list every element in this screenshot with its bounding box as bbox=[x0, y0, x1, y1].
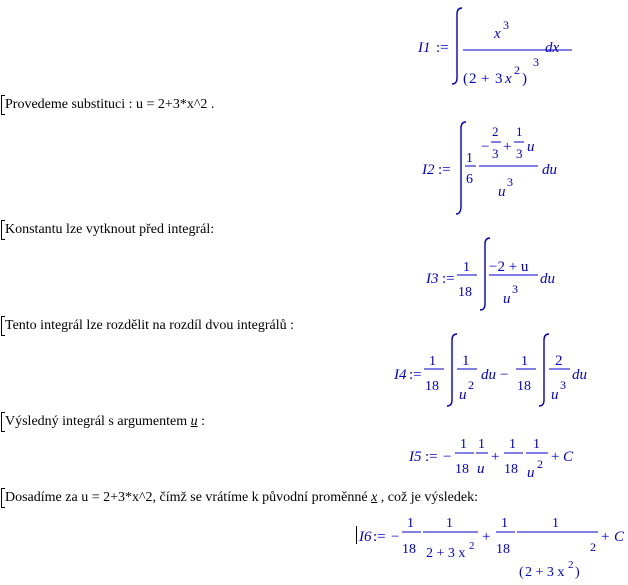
coef-num: 1 bbox=[466, 151, 473, 166]
text-line-split: Tento integrál lze rozdělit na rozdíl dvou integrálů : bbox=[5, 318, 295, 333]
den-inner-exponent-2: 2 bbox=[568, 559, 574, 571]
minus-sign: − bbox=[391, 529, 400, 545]
den-u: u bbox=[477, 461, 485, 477]
variable-x: x bbox=[371, 490, 378, 505]
text-fragment: : bbox=[197, 414, 205, 429]
coef-num: 1 bbox=[521, 354, 528, 369]
assign-symbol: := bbox=[373, 529, 386, 545]
numerator: −2 + u bbox=[489, 259, 529, 275]
text-fragment: Dosadíme za u = 2+3*x^2, čímž se vrátíme k původní proměnné bbox=[5, 490, 372, 505]
integral-sign bbox=[456, 122, 466, 214]
eq-name: I1 bbox=[418, 40, 431, 56]
constant-c: C bbox=[563, 449, 574, 465]
equation-i1 bbox=[417, 8, 572, 87]
den-u: u bbox=[498, 184, 506, 200]
assign-symbol: := bbox=[438, 162, 451, 178]
outer-exponent-3: 3 bbox=[533, 55, 539, 69]
var-u: u bbox=[527, 139, 535, 155]
paren-open: ( bbox=[519, 565, 524, 580]
paren-open: ( bbox=[463, 71, 468, 87]
differential: du bbox=[542, 162, 557, 178]
den-x: x bbox=[505, 71, 512, 87]
coef-den: 6 bbox=[466, 172, 473, 187]
den-plus: + bbox=[481, 71, 490, 87]
coef-num: 1 bbox=[509, 437, 516, 452]
equation-i3 bbox=[425, 238, 555, 310]
exponent-3: 3 bbox=[503, 18, 509, 32]
den-exponent-2: 2 bbox=[514, 63, 520, 77]
plus-sign: + bbox=[601, 529, 610, 545]
den-exponent-2: 2 bbox=[537, 457, 543, 471]
constant-c: C bbox=[614, 529, 625, 545]
den-three: 3 bbox=[495, 71, 503, 87]
num-1: 1 bbox=[446, 516, 453, 531]
assign-symbol: := bbox=[442, 271, 455, 287]
num-1: 1 bbox=[533, 437, 540, 452]
coef-num: 1 bbox=[460, 437, 467, 452]
eq-name: I3 bbox=[426, 271, 439, 287]
assign-symbol: := bbox=[409, 367, 422, 383]
den-exponent-2: 2 bbox=[468, 378, 474, 392]
inner-num-2: 2 bbox=[492, 124, 499, 139]
den-exponent-3: 3 bbox=[507, 175, 513, 189]
text-line-substitution: Provedeme substituci : u = 2+3*x^2 . bbox=[5, 97, 215, 112]
text-line-constant: Konstantu lze vytknout před integrál: bbox=[5, 222, 215, 237]
integral-sign bbox=[539, 334, 549, 406]
den-exponent-3: 3 bbox=[560, 378, 566, 392]
num-1: 1 bbox=[552, 516, 559, 531]
coef-den: 18 bbox=[458, 285, 472, 300]
numerator-x: x bbox=[494, 26, 501, 42]
integral-sign bbox=[447, 334, 457, 406]
equation-i6 bbox=[358, 516, 625, 580]
plus-sign: + bbox=[491, 449, 500, 465]
den-exponent-2: 2 bbox=[469, 540, 475, 552]
coef-den: 18 bbox=[517, 379, 531, 394]
integral-sign bbox=[452, 8, 462, 84]
variable-u: u bbox=[190, 414, 198, 429]
plus-sign: + bbox=[482, 529, 491, 545]
den-outer-exponent-2: 2 bbox=[590, 540, 596, 554]
minus-sign: − bbox=[481, 139, 490, 155]
assign-symbol: := bbox=[436, 40, 449, 56]
inner-den-3: 3 bbox=[492, 146, 499, 161]
plus-sign: + bbox=[551, 449, 560, 465]
coef-den: 18 bbox=[504, 462, 518, 477]
den-u: u bbox=[459, 387, 467, 403]
eq-name: I5 bbox=[409, 449, 422, 465]
text-fragment: , což je výsledek: bbox=[377, 490, 478, 505]
den-exponent-3: 3 bbox=[512, 282, 518, 296]
minus-sign: − bbox=[500, 367, 509, 383]
coef-den: 18 bbox=[496, 542, 510, 557]
coef-num: 1 bbox=[501, 516, 508, 531]
paren-close: ) bbox=[575, 565, 580, 580]
minus-sign: − bbox=[443, 449, 452, 465]
text-fragment: Výsledný integrál s argumentem bbox=[5, 414, 191, 429]
den-u: u bbox=[527, 465, 535, 481]
coef-num: 1 bbox=[407, 516, 414, 531]
differential: du bbox=[540, 271, 555, 287]
differential: du bbox=[481, 367, 496, 383]
coef-den: 18 bbox=[455, 462, 469, 477]
den-u: u bbox=[551, 387, 559, 403]
eq-name: I4 bbox=[394, 367, 407, 383]
equation-i2 bbox=[421, 122, 557, 214]
coef-num: 1 bbox=[429, 354, 436, 369]
inner-num-1: 1 bbox=[516, 124, 523, 139]
differential: du bbox=[572, 367, 587, 383]
assign-symbol: := bbox=[425, 449, 438, 465]
equation-i5 bbox=[408, 437, 574, 481]
den-u: u bbox=[503, 291, 511, 307]
den-expression: 2 + 3 x bbox=[525, 565, 565, 580]
num-1: 1 bbox=[462, 353, 470, 369]
num-2: 2 bbox=[555, 353, 563, 369]
plus-sign: + bbox=[503, 139, 512, 155]
den-two: 2 bbox=[469, 71, 477, 87]
eq-name: I2 bbox=[422, 162, 435, 178]
num-1: 1 bbox=[478, 437, 485, 452]
differential: dx bbox=[545, 40, 560, 56]
eq-name: I6 bbox=[359, 529, 372, 545]
coef-den: 18 bbox=[425, 379, 439, 394]
coef-den: 18 bbox=[402, 542, 416, 557]
den-expression: 2 + 3 x bbox=[426, 546, 466, 561]
equation-i4 bbox=[393, 334, 587, 406]
inner-den-3: 3 bbox=[516, 146, 523, 161]
paren-close: ) bbox=[522, 71, 527, 87]
coef-num: 1 bbox=[463, 260, 470, 275]
